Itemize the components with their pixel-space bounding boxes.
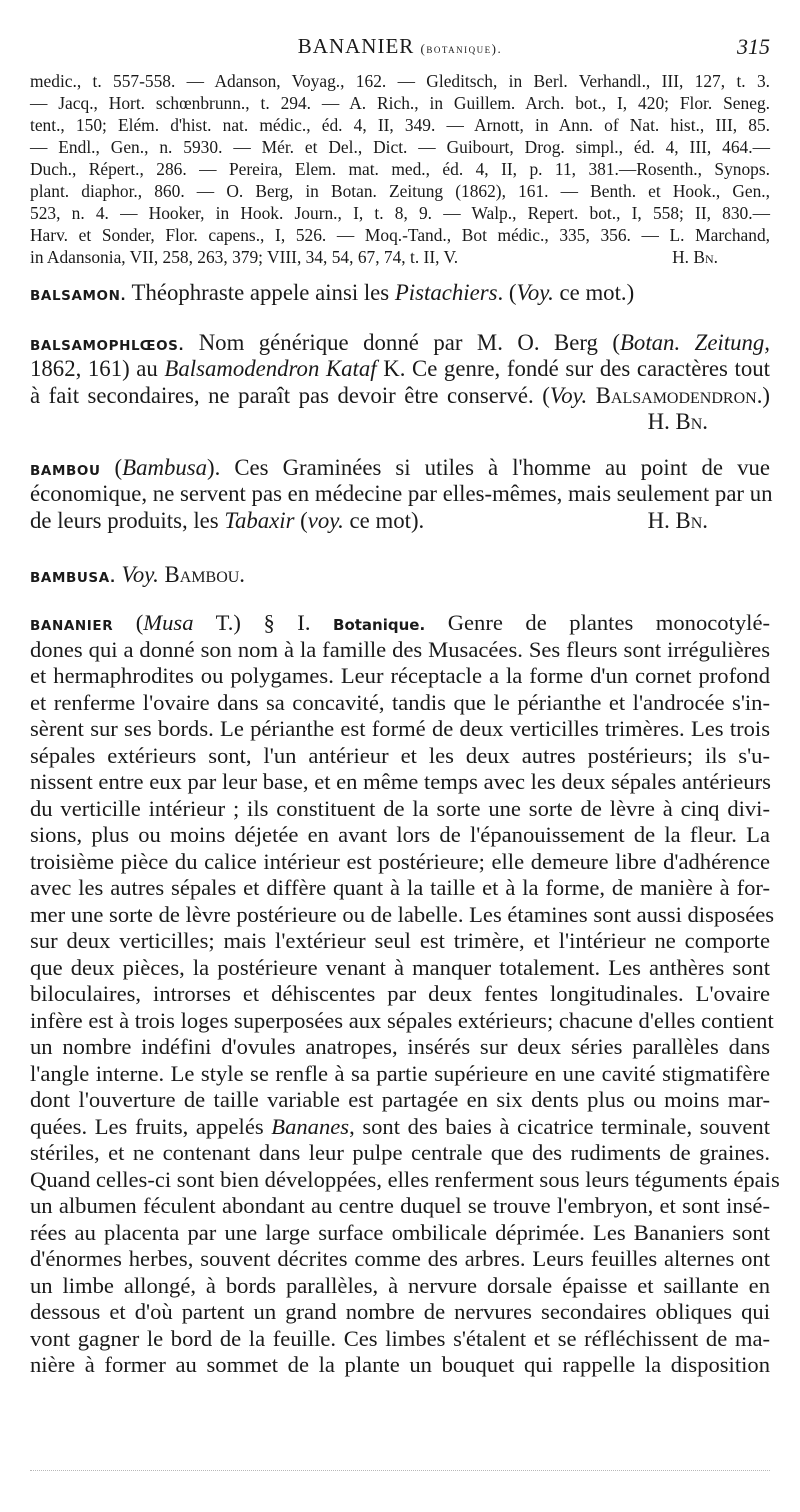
entry-italic: Voy. <box>516 280 554 305</box>
entry-line: vont gagner le bord de la feuille. Ces limbes s'étalent et se réfléchissent de ma- <box>30 1325 770 1351</box>
entry-line: du verticille intérieur ; ils constituent de la sorte une sorte de lèvre à cinq divi- <box>30 795 770 821</box>
entry-text: 1862, 161) au <box>30 356 165 382</box>
entry-italic: Tabaxir <box>224 507 295 533</box>
entry-italic: Balsamodendron Kataf <box>164 356 377 382</box>
entry-italic: Musa <box>143 610 194 635</box>
entry-line <box>30 280 770 306</box>
entry-line: un albumen féculent abondant au centre duquel se trouve l'embryon, et sont insé- <box>30 1193 770 1218</box>
entry-text: ( <box>113 610 144 635</box>
entry-italic: Botan. Zeitung, <box>620 330 770 355</box>
entry-line: rées au placenta par une large surface ombilicale déprimée. Les Bananiers sont <box>30 1219 770 1245</box>
entry-line <box>30 562 770 588</box>
biblio-line: plant. diaphor., 860. — O. Berg, in Botan. Zeitung (1862), 161. — Benth. et Hook., Gen., <box>30 181 770 201</box>
entry-italic: Bambusa <box>122 455 208 480</box>
entry-italic: Voy. <box>549 382 588 408</box>
entry-line: d'énormes herbes, souvent décrites comme des arbres. Leurs feuilles alternes ont <box>30 1246 770 1271</box>
entry-line: sions, plus ou moins déjetée en avant lors de l'épanouissement de la fleur. La <box>30 822 770 847</box>
entry-text: K. Ce genre, fondé sur des caractères tout <box>376 356 770 382</box>
entry-text: Théophraste appele ainsi les <box>126 280 395 305</box>
entry-line: un nombre indéfini d'ovules anatropes, insérés sur deux séries parallèles dans <box>30 1034 770 1059</box>
biblio-line: medic., t. 557-558. — Adanson, Voyag., 162. — Gleditsch, in Berl. Verhandl., III, 127, t. 3. <box>30 71 770 91</box>
entry-line: Quand celles-ci sont bien développées, elles renferment sous leurs téguments épais <box>30 1166 780 1192</box>
entry-text: ( <box>100 455 123 480</box>
biblio-line: tent., 150; Elém. d'hist. nat. médic., éd. 4, II, 349. — Arnott, in Ann. of Nat. hist., III, 85. <box>30 115 770 135</box>
bibliography-block <box>30 70 770 268</box>
entry-line: sur deux verticilles; mais l'extérieur seul est trimère, et l'intérieur ne comporte <box>30 928 770 953</box>
entry-line: avec les autres sépales et diffère quant à la taille et à la forme, de manière à for- <box>30 875 770 900</box>
entry-signature: H. Bn. <box>647 507 708 533</box>
entry-small-caps: Bambou. <box>158 562 246 587</box>
entry-bambou <box>30 455 773 534</box>
entry-bambusa <box>30 562 770 588</box>
biblio-line: Harv. et Sonder, Flor. capens., I, 526. — Moq.-Tand., Bot médic., 335, 356. — L. Marchand, <box>30 225 770 245</box>
page-header <box>30 34 770 64</box>
footer-rule <box>30 1470 770 1472</box>
entry-line <box>30 409 770 435</box>
entry-line <box>30 455 770 481</box>
entry-headword: BAMBUSA. <box>30 570 116 586</box>
entry-line <box>30 1114 770 1141</box>
running-head-title: BANANIER <box>297 34 415 58</box>
entry-line: stériles, et ne contenant dans leur pulpe centrale que des rudiments de graines. <box>30 1140 770 1165</box>
entry-text: ce mot). <box>343 507 425 533</box>
biblio-line: 523, n. 4. — Hooker, in Hook. Journ., I, t. 8, 9. — Walp., Repert. bot., I, 558; II, 830.— <box>30 203 770 223</box>
biblio-line: — Jacq., Hort. schœnbrunn., t. 294. — A. Rich., in Guillem. Arch. bot., I, 420; Flor. Seneg. <box>30 93 770 113</box>
section-label: Botanique. <box>333 616 426 634</box>
entry-text: ). Ces Graminées si utiles à l'homme au point de vue <box>207 455 770 480</box>
entry-text: ) <box>762 382 770 408</box>
entry-italic: voy. <box>307 507 344 533</box>
entry-line: l'angle interne. Le style se renfle à sa partie supérieure en une cavité stigmatifère <box>30 1060 770 1086</box>
biblio-signature: H. Bn. <box>672 247 718 267</box>
entry-bananier <box>30 610 780 1379</box>
entry-text: à fait secondaires, ne paraît pas devoir être conservé. ( <box>30 382 550 408</box>
entry-text: ce mot.) <box>553 280 635 305</box>
entry-line: dones qui a donné son nom à la famille des Musacées. Ses fleurs sont irrégulières <box>30 636 770 662</box>
biblio-line: in Adansonia, VII, 258, 263, 379; VIII, 34, 54, 67, 74, t. II, V. <box>30 247 459 267</box>
running-head <box>30 34 770 59</box>
entry-text: , sont des baies à cicatrice terminale, souvent <box>349 1113 770 1139</box>
biblio-line: — Endl., Gen., n. 5930. — Mér. et Del., Dict. — Guibourt, Drog. simpl., éd. 4, III, 464.— <box>30 137 770 157</box>
entry-line: sépales extérieurs sont, l'un antérieur et les deux autres postérieurs; ils s'u- <box>30 742 770 768</box>
entry-balsamophloeos <box>30 330 770 436</box>
entry-line: sèrent sur ses bords. Le périanthe est formé de deux verticilles trimères. Les trois <box>30 716 770 741</box>
entry-line: et renferme l'ovaire dans sa concavité, tandis que le périanthe et l'androcée s'in- <box>30 689 770 715</box>
entry-line <box>30 508 770 534</box>
entry-line: et hermaphrodites ou polygames. Leur réceptacle a la forme d'un cornet profond <box>30 663 770 688</box>
entry-headword: BANANIER <box>30 618 114 634</box>
entry-balsamon <box>30 280 770 306</box>
entry-headword: BALSAMON. <box>30 288 127 304</box>
entry-line <box>30 356 770 382</box>
entry-small-caps: Balsamodendron. <box>587 382 763 408</box>
biblio-line-last <box>30 246 770 268</box>
entry-text: de leurs produits, les <box>30 507 225 533</box>
entry-text: Nom générique donné par M. O. Berg ( <box>184 330 620 355</box>
entry-line: que deux pièces, la postérieure venant à manquer totalement. Les anthères sont <box>30 954 770 980</box>
entry-line: nière à former au sommet de la plante un bouquet qui rappelle la disposition <box>30 1352 770 1377</box>
entry-text: Genre de plantes monocotylé- <box>425 610 770 635</box>
entry-text: quées. Les fruits, appelés <box>30 1113 272 1139</box>
entry-line: économique, ne servent pas en médecine par elles-mêmes, mais seulement par un <box>30 481 773 507</box>
entry-line: nissent entre eux par leur base, et en même temps avec les deux sépales antérieurs <box>30 769 771 794</box>
entry-line <box>30 330 770 356</box>
entry-line <box>30 610 770 637</box>
entry-headword: BALSAMOPHLŒOS. <box>30 338 185 354</box>
entry-italic: Bananes <box>271 1113 350 1139</box>
entry-italic: Voy. <box>121 562 159 587</box>
entry-line <box>30 383 770 409</box>
entry-italic: Pistachiers <box>394 280 498 305</box>
entry-text: T.) § I. <box>193 610 334 635</box>
entry-signature: H. Bn. <box>647 409 708 435</box>
entry-line: dessous et d'où partent un grand nombre de nervures secondaires obliques qui <box>30 1299 770 1324</box>
entry-headword: BAMBOU <box>30 463 101 479</box>
entry-text: ( <box>294 507 308 533</box>
entry-text: . ( <box>497 280 517 305</box>
entry-line: infère est à trois loges superposées aux sépales extérieurs; chacune d'elles contient <box>30 1007 774 1033</box>
entry-line: dont l'ouverture de taille variable est partagée en six dents plus ou moins mar- <box>30 1087 770 1112</box>
entry-line: troisième pièce du calice intérieur est postérieure; elle demeure libre d'adhérence <box>30 848 770 874</box>
entry-line: un limbe allongé, à bords parallèles, à nervure dorsale épaisse et saillante en <box>30 1272 770 1298</box>
entry-line: biloculaires, introrses et déhiscentes par deux fentes longitudinales. L'ovaire <box>30 981 770 1006</box>
biblio-line: Duch., Répert., 286. — Pereira, Elem. mat. med., éd. 4, II, p. 11, 381.—Rosenth., Synops. <box>30 159 770 179</box>
entry-line: mer une sorte de lèvre postérieure ou de labelle. Les étamines sont aussi disposées <box>30 901 775 927</box>
page-number: 315 <box>737 34 770 59</box>
running-head-subtitle: (botanique). <box>420 41 503 56</box>
